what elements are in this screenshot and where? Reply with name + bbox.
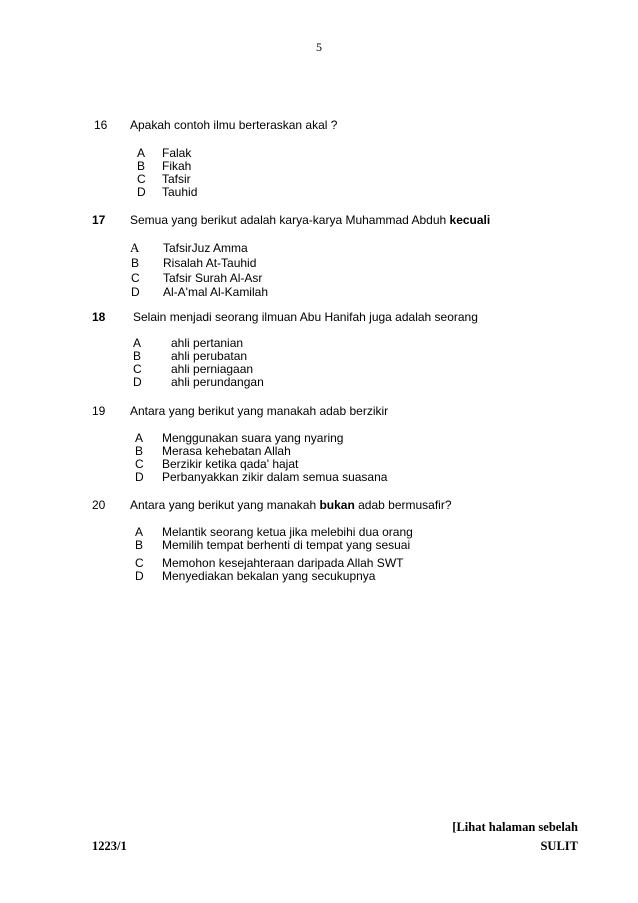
option-letter: D (131, 285, 140, 299)
option-letter: A (130, 240, 140, 255)
question-number: 19 (92, 404, 106, 418)
question-text-part: Antara yang berikut yang manakah (130, 498, 320, 512)
next-page-note: [Lihat halaman sebelah (452, 820, 578, 834)
option-text: Merasa kehebatan Allah (162, 444, 291, 458)
question-16 (0, 118, 638, 134)
question-number: 16 (94, 118, 108, 132)
question-emphasis: kecuali (449, 213, 491, 227)
option-text: Menggunakan suara yang nyaring (162, 431, 344, 445)
question-19 (0, 404, 638, 420)
option-letter: A (137, 146, 146, 160)
option-text: Tafsir Surah Al-Asr (163, 271, 263, 285)
option-letter: B (133, 349, 142, 363)
option-text: Melantik seorang ketua jika melebihi dua orang (162, 525, 413, 539)
question-18 (0, 310, 638, 326)
option-letter: D (135, 470, 144, 484)
question-text (133, 310, 478, 324)
question-text (130, 404, 388, 418)
option-letter: C (135, 556, 144, 570)
question-text (130, 118, 337, 132)
option-letter: C (131, 271, 140, 285)
question-text-part: Semua yang berikut adalah karya-karya Muhammad Abduh (130, 213, 450, 227)
option-letter: A (133, 336, 142, 350)
option-letter: A (135, 525, 144, 539)
question-text-part: Apakah contoh ilmu berteraskan akal ? (130, 118, 338, 132)
option-text: Fikah (162, 159, 192, 173)
option-text: ahli pertanian (171, 336, 244, 350)
question-number: 20 (92, 498, 106, 512)
question-text (130, 498, 452, 512)
question-20 (0, 498, 638, 514)
option-letter: B (135, 444, 144, 458)
option-letter: B (135, 538, 144, 552)
option-letter: C (137, 172, 146, 186)
option-letter: D (137, 185, 146, 199)
option-letter: B (131, 256, 140, 270)
option-text: Perbanyakkan zikir dalam semua suasana (162, 470, 388, 484)
option-text: Menyediakan bekalan yang secukupnya (162, 569, 376, 583)
option-text: ahli perniagaan (171, 362, 254, 376)
option-text: Tauhid (162, 185, 198, 199)
option-text: Berzikir ketika qada' hajat (162, 457, 299, 471)
question-text-part: adab bermusafir? (354, 498, 452, 512)
question-17 (0, 213, 638, 229)
paper-code: 1223/1 (92, 839, 127, 853)
option-text: Al-A'mal Al-Kamilah (163, 285, 268, 299)
page-number: 5 (316, 40, 322, 54)
question-number: 18 (92, 310, 106, 324)
option-letter: C (133, 362, 142, 376)
question-emphasis: bukan (319, 498, 355, 512)
option-text: ahli perundangan (171, 375, 264, 389)
classification-label: SULIT (540, 839, 578, 853)
option-text: Falak (162, 146, 192, 160)
option-text: Memohon kesejahteraan daripada Allah SWT (162, 556, 404, 570)
option-letter: A (135, 431, 144, 445)
question-text-part: Antara yang berikut yang manakah adab berzikir (130, 404, 389, 418)
question-text (130, 213, 490, 227)
option-letter: D (133, 375, 142, 389)
option-letter: D (135, 569, 144, 583)
option-text: TafsirJuz Amma (163, 241, 248, 255)
option-letter: C (135, 457, 144, 471)
option-text: Tafsir (162, 172, 191, 186)
question-number: 17 (92, 213, 106, 227)
option-letter: B (137, 159, 146, 173)
option-text: ahli perubatan (171, 349, 248, 363)
question-text-part: Selain menjadi seorang ilmuan Abu Hanifah juga adalah seorang (133, 310, 478, 324)
option-text: Risalah At-Tauhid (163, 256, 257, 270)
option-text: Memilih tempat berhenti di tempat yang sesuai (162, 538, 411, 552)
